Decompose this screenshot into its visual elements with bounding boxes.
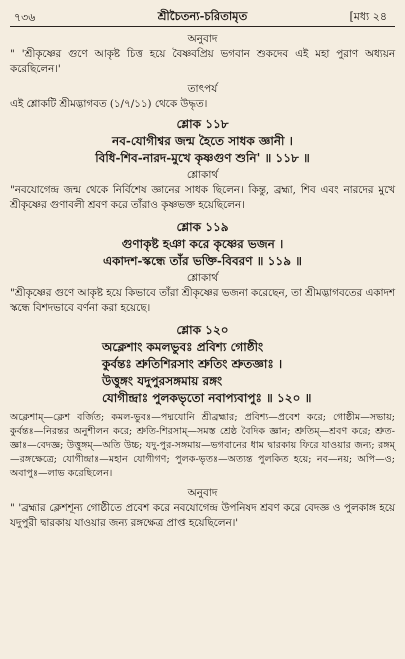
verse-119-translation: "শ্রীকৃষ্ণের গুণে আকৃষ্ট হয়ে কিভাবে তাঁরা শ্রীকৃষ্ণের ভজনা করেছেন, তা শ্রীমদ্ভাগবতের একাদশ স্কন্ধে বিশদভাবে বর্ণনা করা হয়েছে। — [10, 287, 395, 314]
verse-120-line-4: যোগীন্দ্রাঃ পুলকভৃতো নবাপ্যবাপুঃ ॥ ১২০ ॥ — [102, 391, 312, 405]
verse-118-line-1: নব-যোগীশ্বর জন্ম হৈতে সাধক জ্ঞানী । — [112, 134, 293, 148]
purport-text: এই শ্লোকটি শ্রীমদ্ভাগবত (১/৭/১১) থেকে উদ্ধৃত। — [10, 98, 208, 110]
verse-118-line-2: বিধি-শিব-নারদ-মুখে কৃষ্ণগুণ শুনি' ॥ ১১৮ ॥ — [95, 151, 310, 165]
verse-120-line-2: কুর্বন্তঃ শ্রুতিশিরসাং শ্রুতিং শ্রুতজ্ঞাঃ । — [102, 357, 283, 371]
translation-text: " 'শ্রীকৃষ্ণের গুণে আকৃষ্ট চিত্ত হয়ে বৈষ্ণবপ্রিয় ভগবান শুকদেব এই মহা পুরাণ অধ্যয়ন করেছিলেন।' — [10, 48, 395, 75]
translation-heading: অনুবাদ — [187, 33, 218, 45]
verse-120-line-1: অক্লেশাং কমলভুবঃ প্রবিশ্য গোষ্ঠীং — [102, 340, 264, 354]
verse-120-synonyms: অক্লেশাম্—ক্লেশ বর্জিত; কমল-ভুবঃ—পদ্মযোনি শ্রীব্রহ্মার; প্রবিশ্য—প্রবেশ করে; গোষ্ঠীম—সভায়; কুর্বন্তঃ—নিরন্তর অনুশীলন করে; শ্রুতি-শিরসাম্—সমস্ত শ্রেষ্ঠ বৈদিক জ্ঞান; শ্রুতিম্—শ্রবণ করে; শ্রুত-জ্ঞাঃ—বেদজ্ঞ; উত্তুঙ্গম্—অতি উচ্চ; যদু-পুর-সঙ্গমায়—ভগবানের ধাম দ্বারকায় ফিরে যাওয়ার জন্য; রঙ্গম্—রঙ্গক্ষেত্রে; যোগীন্দ্রাঃ—মহান যোগীগণ; পুলক-ভৃতঃ—অত্যন্ত পুলকিত হয়ে; নব—নয়; অপি—ও; অবাপুঃ—লাভ করেছিলেন। — [10, 412, 395, 479]
verse-heading-119: শ্লোক ১১৯ — [176, 220, 229, 234]
verse-120-translation: " 'ব্রহ্মার ক্লেশশূন্য গোষ্ঠীতে প্রবেশ করে নবযোগেন্দ্র উপনিষদ শ্রবণ করে বেদজ্ঞ ও পুলকাঙ্গ হয়ে যদুপুরী দ্বারকায় যাওয়ার জন্য রঙ্গক্ষেত্র প্রাপ্ত হয়েছিলেন।' — [10, 502, 395, 529]
purport-heading: তাৎপর্য — [187, 83, 218, 95]
verse-119-line-1: গুণাকৃষ্ট হঞা করে কৃষ্ণের ভজন । — [121, 237, 284, 251]
verse-118-translation: "নবযোগেন্দ্র জন্ম থেকে নির্বিশেষ জ্ঞানের সাধক ছিলেন। কিন্তু, ব্রহ্মা, শিব এবং নারদের মুখে শ্রীকৃষ্ণের গুণাবলী শ্রবণ করে তাঁরাও কৃষ্ণভক্ত হয়েছিলেন। — [10, 184, 395, 211]
chapter-marker: [মধ্য ২৪ — [349, 10, 387, 23]
verse-120-line-3: উত্তুঙ্গং যদুপুরসঙ্গমায় রঙ্গং — [102, 374, 223, 388]
verse-119-line-2: একাদশ-স্কন্ধে তাঁর ভক্তি-বিবরণ ॥ ১১৯ ॥ — [103, 254, 302, 268]
verse-118-translation-heading: শ্লোকার্থ — [186, 169, 219, 181]
verse-heading-118: শ্লোক ১১৮ — [176, 117, 229, 131]
book-title: শ্রীচৈতন্য-চরিতামৃত — [157, 9, 248, 23]
verse-heading-120: শ্লোক ১২০ — [176, 323, 229, 337]
verse-120-translation-heading: অনুবাদ — [187, 487, 218, 499]
page-header — [10, 6, 395, 27]
page-number: ৭৩৬ — [14, 11, 36, 24]
verse-119-translation-heading: শ্লোকার্থ — [186, 272, 219, 284]
